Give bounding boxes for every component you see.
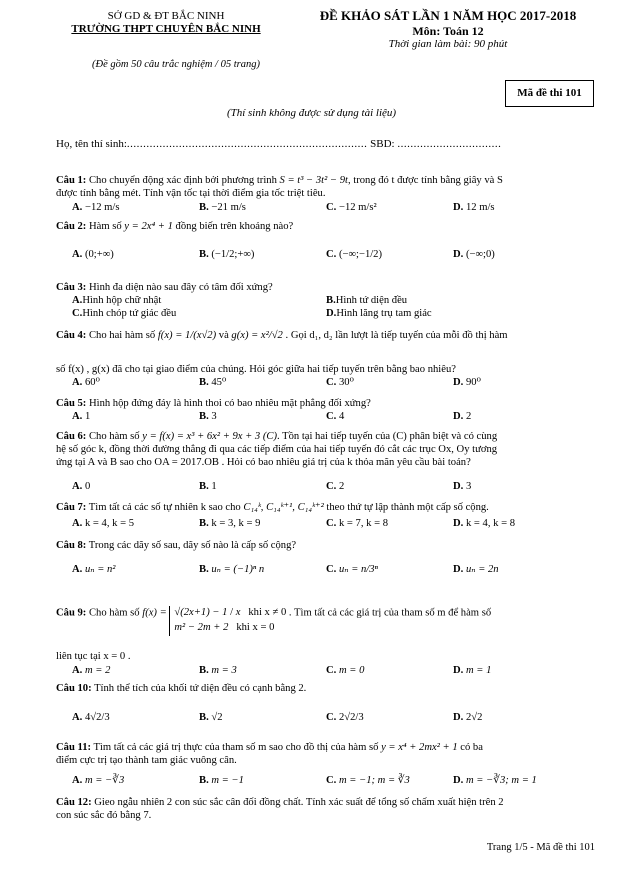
question-number: Câu 1:: [56, 175, 87, 186]
formula: f(x) = 1/(x√2): [157, 330, 217, 341]
question-text: Cho hai hàm số: [88, 330, 156, 341]
question-text: hệ số góc k, đồng thời đường thẳng đi qua các tiếp điểm của hai tiếp tuyến đó cắt các trục Ox, Oy tương: [56, 443, 498, 455]
name-label: Họ, tên thí sinh:: [56, 138, 127, 150]
option-d[interactable]: D. 3: [453, 481, 472, 492]
question-number: Câu 2:: [56, 221, 87, 232]
question-1: [56, 175, 596, 201]
exam-title: ĐỀ KHẢO SÁT LẦN 1 NĂM HỌC 2017-2018: [319, 8, 577, 23]
exam-note: (Đề gồm 50 câu trắc nghiệm / 05 trang): [92, 59, 260, 70]
sbd-dots: ................................: [397, 138, 502, 150]
option-c[interactable]: C. −12 m/s²: [326, 202, 377, 213]
name-dots: ..........................................................................: [126, 138, 368, 150]
answer-options-9: [72, 665, 592, 678]
option-b[interactable]: B. (−1/2;+∞): [199, 249, 255, 260]
question-number: Câu 5:: [56, 398, 87, 409]
option-a[interactable]: A. Hình hộp chữ nhật: [72, 295, 162, 306]
question-10: [56, 683, 596, 696]
option-d[interactable]: D. k = 4, k = 8: [453, 518, 515, 529]
option-d[interactable]: D. 2√2: [453, 712, 483, 723]
option-b[interactable]: B. −21 m/s: [199, 202, 246, 213]
option-d[interactable]: D. Hình lăng trụ tam giác: [326, 308, 432, 319]
question-text: , trong đó t được tính bằng giây và S: [347, 175, 503, 186]
option-a[interactable]: A. −12 m/s: [72, 202, 120, 213]
question-number: Câu 6:: [56, 431, 87, 442]
option-d[interactable]: D. (−∞;0): [453, 249, 495, 260]
question-text: Tính thể tích của khối tứ diện đều có cạnh bằng 2.: [94, 683, 307, 694]
option-d[interactable]: D. 90⁰: [453, 377, 481, 388]
answer-options-3: [72, 295, 592, 321]
question-9-line2: [56, 651, 596, 664]
option-b[interactable]: B. m = −1: [199, 775, 244, 786]
sbd-label: SBD:: [370, 138, 395, 150]
question-2: [56, 221, 596, 234]
question-number: Câu 3:: [56, 282, 87, 293]
question-text: được tính bằng mét. Tính vận tốc tại thời điểm gia tốc triệt tiêu.: [56, 187, 326, 199]
option-d[interactable]: D. m = 1: [453, 665, 492, 676]
question-text: Cho chuyển động xác định bởi phương trình: [88, 175, 277, 186]
question-text: Trong các dãy số sau, dãy số nào là cấp số cộng?: [88, 540, 297, 551]
option-b[interactable]: B. k = 3, k = 9: [199, 518, 261, 529]
question-9: [56, 598, 596, 633]
answer-options-6: [72, 481, 592, 494]
option-d[interactable]: D. 12 m/s: [453, 202, 495, 213]
option-c[interactable]: C. k = 7, k = 8: [326, 518, 388, 529]
question-4-line2: [56, 364, 596, 377]
option-b[interactable]: B. uₙ = (−1)ⁿ n: [199, 564, 265, 575]
option-c[interactable]: C. m = 0: [326, 665, 365, 676]
option-d[interactable]: D. m = −∛3; m = 1: [453, 775, 537, 786]
question-text: Gieo ngẫu nhiên 2 con súc sắc cân đối đồng chất. Tính xác suất để tổng số chấm xuất hiện trên 2: [94, 797, 504, 808]
question-text: Tìm tất cả các số tự nhiên k sao cho: [88, 502, 241, 513]
option-a[interactable]: A. m = 2: [72, 665, 111, 676]
question-number: Câu 11:: [56, 742, 92, 753]
exam-subject: Môn: Toán 12: [412, 23, 484, 38]
question-number: Câu 10:: [56, 683, 92, 694]
option-c[interactable]: C. Hình chóp tứ giác đều: [72, 308, 177, 319]
question-number: Câu 9:: [56, 607, 87, 619]
question-11: [56, 742, 596, 768]
option-c[interactable]: C. m = −1; m = ∛3: [326, 775, 410, 786]
question-text: điểm cực trị tạo thành tam giác vuông cân.: [56, 754, 237, 766]
question-text: Cho hàm số: [88, 607, 140, 619]
question-text: liên tục tại x = 0 .: [56, 651, 131, 662]
option-b[interactable]: B. Hình tứ diện đều: [326, 295, 408, 306]
question-3: [56, 282, 596, 295]
exam-time: Thời gian làm bài: 90 phút: [388, 38, 508, 51]
option-d[interactable]: D. uₙ = 2n: [453, 564, 499, 575]
question-text: Hình đa diện nào sau đây có tâm đối xứng?: [88, 282, 273, 293]
option-b[interactable]: B. 45⁰: [199, 377, 227, 388]
formula: y = 2x⁴ + 1: [124, 221, 173, 232]
option-c[interactable]: C. 2√2/3: [326, 712, 364, 723]
option-a[interactable]: A. 1: [72, 411, 91, 422]
question-text: ứng tại A và B sao cho OA = 2017.OB . Hỏi có bao nhiêu giá trị của k thỏa mãn yêu cầu bài toán?: [56, 456, 471, 468]
answer-options-5: [72, 411, 592, 424]
question-number: Câu 12:: [56, 797, 92, 808]
option-a[interactable]: A. m = −∛3: [72, 775, 125, 786]
answer-options-11: [72, 775, 592, 788]
question-text: . Gọi d₁, d₂ lần lượt là tiếp tuyến của mỗi đồ thị hàm: [285, 330, 508, 341]
answer-options-7: [72, 518, 592, 531]
answer-options-2: [72, 249, 592, 262]
option-d[interactable]: D. 2: [453, 411, 472, 422]
option-c[interactable]: C. uₙ = n/3ⁿ: [326, 564, 378, 575]
question-12: [56, 797, 596, 823]
question-text: Tìm tất cả các giá trị thực của tham số m sao cho đồ thị của hàm số: [93, 742, 379, 753]
question-7: [56, 502, 596, 515]
formula: C₁₄ᵏ, C₁₄ᵏ⁺¹, C₁₄ᵏ⁺²: [243, 502, 324, 513]
answer-options-8: [72, 564, 592, 577]
formula: y = f(x) = x³ + 6x² + 9x + 3 (C): [142, 431, 277, 442]
formula: S = t³ − 3t² − 9t: [279, 175, 348, 186]
question-4: [56, 330, 596, 343]
option-c[interactable]: C. 2: [326, 481, 345, 492]
question-8: [56, 540, 596, 553]
page-footer: Trang 1/5 - Mã đề thi 101: [486, 842, 595, 853]
question-text: Hàm số: [88, 221, 122, 232]
question-number: Câu 4:: [56, 330, 87, 341]
student-info: [56, 138, 501, 151]
formula: f(x) =: [142, 607, 167, 619]
option-c[interactable]: C. 4: [326, 411, 345, 422]
question-text: con súc sắc đó bằng 7.: [56, 809, 152, 821]
option-c[interactable]: C. (−∞;−1/2): [326, 249, 383, 260]
question-text: có ba: [460, 742, 483, 753]
question-text: số f(x) , g(x) đã cho tại giao điểm của chúng. Hỏi góc giữa hai tiếp tuyến trên bằng bao nhiêu?: [56, 364, 456, 375]
notice: (Thí sinh không được sử dụng tài liệu): [226, 107, 397, 119]
option-a[interactable]: A. (0;+∞): [72, 249, 114, 260]
option-b[interactable]: B. m = 3: [199, 665, 237, 676]
question-number: Câu 7:: [56, 502, 87, 513]
option-a[interactable]: A. 0: [72, 481, 91, 492]
header-right: [298, 8, 598, 52]
answer-options-1: [72, 202, 592, 215]
question-number: Câu 8:: [56, 540, 87, 551]
option-a[interactable]: A. k = 4, k = 5: [72, 518, 134, 529]
question-text: . Tồn tại hai tiếp tuyến của (C) phân biệt và có cùng: [277, 431, 498, 442]
option-c[interactable]: C. 30⁰: [326, 377, 354, 388]
question-text: đồng biến trên khoảng nào?: [175, 221, 294, 232]
formula: g(x) = x²/√2: [231, 330, 283, 341]
school-name: TRƯỜNG THPT CHUYÊN BẮC NINH: [71, 23, 261, 36]
question-text: theo thứ tự lập thành một cấp số cộng.: [326, 502, 489, 513]
formula: y = x⁴ + 2mx² + 1: [381, 742, 458, 753]
option-b[interactable]: B. √2: [199, 712, 223, 723]
department-name: SỞ GD & ĐT BẮC NINH: [107, 10, 225, 22]
exam-code-box: Mã đề thi 101: [505, 80, 594, 107]
option-a[interactable]: A. uₙ = n²: [72, 564, 116, 575]
question-text: và: [218, 330, 229, 341]
piecewise-function: √(2x+1) − 1 / x khi x ≠ 0 m² − 2m + 2 khi x = 0: [169, 606, 286, 636]
question-text: Hình hộp đứng đáy là hình thoi có bao nhiêu mặt phẳng đối xứng?: [88, 398, 371, 409]
question-text: Cho hàm số: [88, 431, 140, 442]
option-b[interactable]: B. 1: [199, 481, 217, 492]
question-6: [56, 431, 596, 470]
answer-options-4: [72, 377, 592, 390]
question-5: [56, 398, 596, 411]
option-a[interactable]: A. 60⁰: [72, 377, 100, 388]
question-text: . Tìm tất cả các giá trị của tham số m để hàm số: [288, 607, 492, 619]
option-b[interactable]: B. 3: [199, 411, 217, 422]
option-a[interactable]: A. 4√2/3: [72, 712, 110, 723]
header-left: [66, 10, 266, 70]
answer-options-10: [72, 712, 592, 725]
